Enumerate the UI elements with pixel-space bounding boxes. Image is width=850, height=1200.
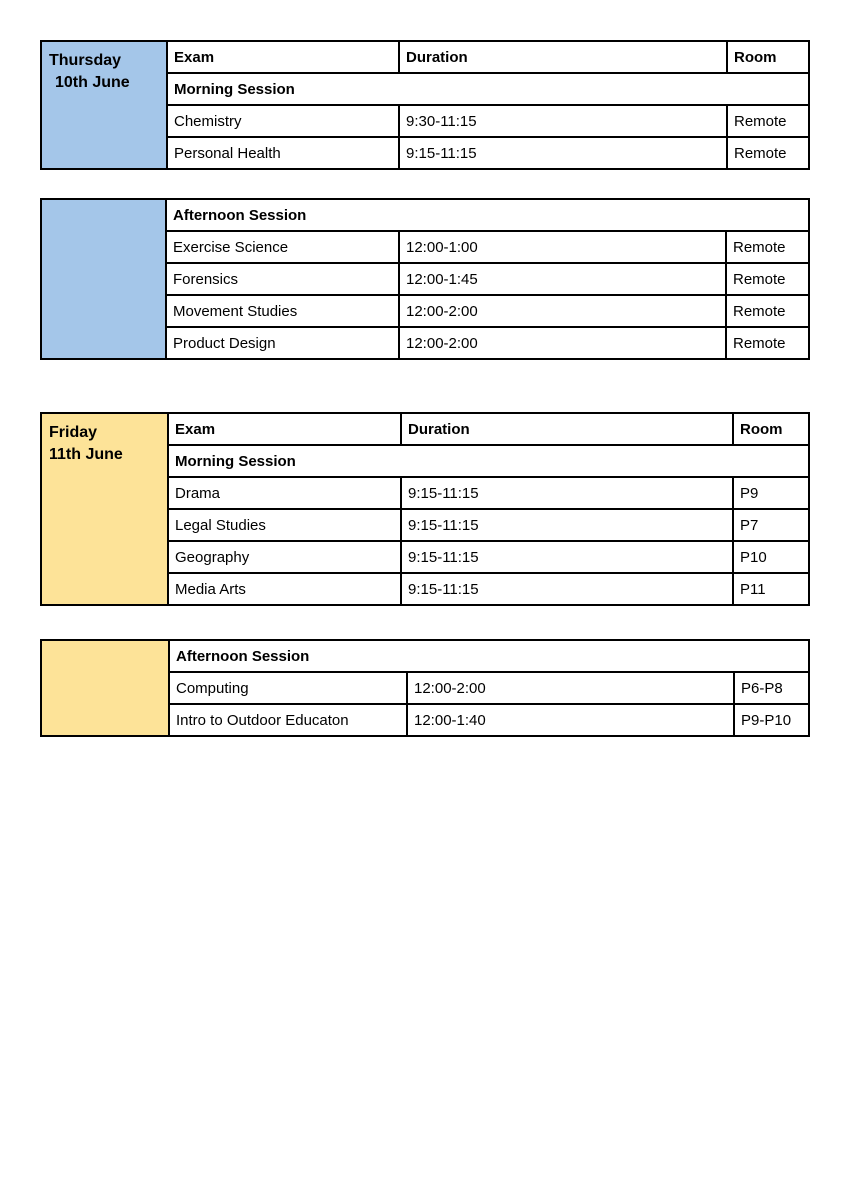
friday-afternoon-table: [40, 639, 810, 737]
friday-morning-table: [40, 412, 810, 606]
duration-cell: 12:00-2:00: [399, 295, 726, 327]
exam-cell: Geography: [168, 541, 401, 573]
room-cell: Remote: [726, 327, 809, 359]
header-room: Room: [727, 41, 809, 73]
session-label: Morning Session: [167, 73, 809, 105]
day-name: Friday: [49, 424, 98, 441]
exam-cell: Computing: [169, 672, 407, 704]
duration-cell: 12:00-1:40: [407, 704, 734, 736]
duration-cell: 9:15-11:15: [401, 573, 733, 605]
room-cell: Remote: [726, 231, 809, 263]
room-cell: Remote: [726, 295, 809, 327]
friday-day-cell: [41, 640, 169, 736]
header-duration: Duration: [399, 41, 727, 73]
duration-cell: 9:15-11:15: [401, 541, 733, 573]
duration-cell: 12:00-2:00: [407, 672, 734, 704]
header-room: Room: [733, 413, 809, 445]
session-label: Afternoon Session: [166, 199, 809, 231]
duration-cell: 12:00-2:00: [399, 327, 726, 359]
room-cell: Remote: [727, 137, 809, 169]
thursday-day-cell: [41, 199, 166, 359]
header-exam: Exam: [167, 41, 399, 73]
room-cell: Remote: [727, 105, 809, 137]
room-cell: P9: [733, 477, 809, 509]
room-cell: P9-P10: [734, 704, 809, 736]
exam-cell: Drama: [168, 477, 401, 509]
duration-cell: 9:15-11:15: [399, 137, 727, 169]
room-cell: P10: [733, 541, 809, 573]
thursday-day-cell: [41, 41, 167, 169]
exam-cell: Intro to Outdoor Educaton: [169, 704, 407, 736]
duration-cell: 9:15-11:15: [401, 477, 733, 509]
exam-cell: Product Design: [166, 327, 399, 359]
session-label: Morning Session: [168, 445, 809, 477]
exam-cell: Legal Studies: [168, 509, 401, 541]
day-date: 11th June: [49, 446, 123, 463]
duration-cell: 9:30-11:15: [399, 105, 727, 137]
duration-cell: 12:00-1:00: [399, 231, 726, 263]
room-cell: P6-P8: [734, 672, 809, 704]
duration-cell: 12:00-1:45: [399, 263, 726, 295]
exam-cell: Exercise Science: [166, 231, 399, 263]
duration-cell: 9:15-11:15: [401, 509, 733, 541]
day-name: Thursday: [49, 52, 122, 69]
exam-cell: Forensics: [166, 263, 399, 295]
session-label: Afternoon Session: [169, 640, 809, 672]
room-cell: P11: [733, 573, 809, 605]
friday-day-cell: [41, 413, 168, 605]
thursday-morning-table: [40, 40, 810, 170]
day-date: 10th June: [55, 74, 130, 91]
header-exam: Exam: [168, 413, 401, 445]
room-cell: P7: [733, 509, 809, 541]
exam-cell: Personal Health: [167, 137, 399, 169]
exam-cell: Media Arts: [168, 573, 401, 605]
exam-cell: Chemistry: [167, 105, 399, 137]
thursday-afternoon-table: [40, 198, 810, 360]
room-cell: Remote: [726, 263, 809, 295]
exam-cell: Movement Studies: [166, 295, 399, 327]
header-duration: Duration: [401, 413, 733, 445]
